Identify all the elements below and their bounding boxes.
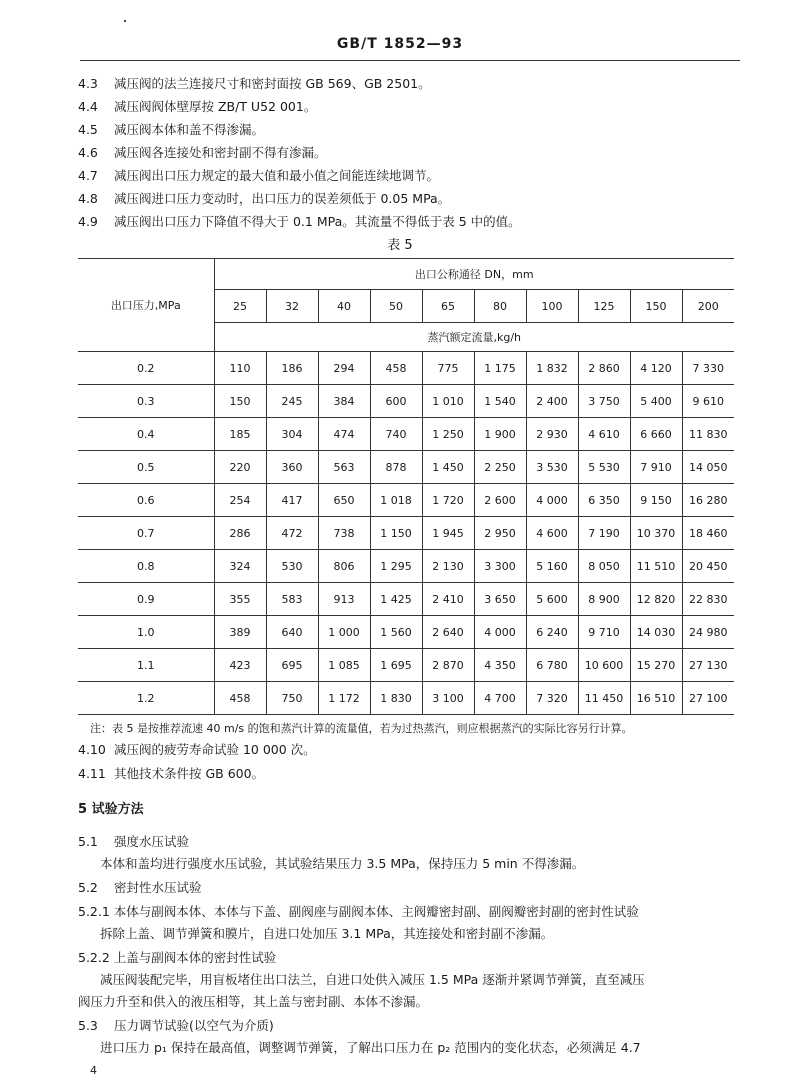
dn-cell: 25: [214, 290, 266, 323]
flow-cell: 4 350: [474, 649, 526, 682]
flow-cell: 27 130: [682, 649, 734, 682]
flow-cell: 2 640: [422, 616, 474, 649]
flow-cell: 9 610: [682, 385, 734, 418]
flow-cell: 423: [214, 649, 266, 682]
clause-4-5: 4.5 减压阀本体和盖不得渗漏。: [78, 122, 265, 137]
dn-cell: 32: [266, 290, 318, 323]
pressure-header: 出口压力,MPa: [78, 259, 214, 352]
flow-cell: 3 300: [474, 550, 526, 583]
flow-cell: 245: [266, 385, 318, 418]
flow-cell: 4 120: [630, 352, 682, 385]
flow-cell: 1 172: [318, 682, 370, 715]
flow-cell: 304: [266, 418, 318, 451]
flow-cell: 740: [370, 418, 422, 451]
flow-cell: 2 870: [422, 649, 474, 682]
flow-cell: 1 085: [318, 649, 370, 682]
flow-cell: 4 700: [474, 682, 526, 715]
clause-4-7: 4.7 减压阀出口压力规定的最大值和最小值之间能连续地调节。: [78, 168, 440, 183]
page-header: GB/T 1852—93: [336, 36, 464, 52]
pressure-cell: 0.4: [78, 418, 214, 451]
header-rule: [80, 60, 740, 61]
flow-cell: 2 600: [474, 484, 526, 517]
flow-cell: 2 130: [422, 550, 474, 583]
flow-cell: 1 695: [370, 649, 422, 682]
page-number: 4: [90, 1064, 97, 1077]
flow-cell: 1 425: [370, 583, 422, 616]
flow-cell: 4 000: [474, 616, 526, 649]
scan-speck: [124, 20, 126, 22]
dn-cell: 65: [422, 290, 474, 323]
flow-cell: 7 910: [630, 451, 682, 484]
flow-cell: 474: [318, 418, 370, 451]
flow-cell: 4 610: [578, 418, 630, 451]
flow-table: [78, 258, 734, 715]
clause-5-1: 5.1 强度水压试验: [78, 834, 190, 849]
flow-cell: 20 450: [682, 550, 734, 583]
flow-cell: 2 860: [578, 352, 630, 385]
table-row: [78, 484, 734, 517]
flow-cell: 2 930: [526, 418, 578, 451]
flow-cell: 7 190: [578, 517, 630, 550]
flow-cell: 286: [214, 517, 266, 550]
clause-4-8: 4.8 减压阀进口压力变动时，出口压力的误差须低于 0.05 MPa。: [78, 191, 451, 206]
dn-cell: 100: [526, 290, 578, 323]
flow-cell: 1 945: [422, 517, 474, 550]
flow-cell: 355: [214, 583, 266, 616]
flow-cell: 3 530: [526, 451, 578, 484]
table-row: [78, 550, 734, 583]
flow-cell: 14 030: [630, 616, 682, 649]
flow-cell: 417: [266, 484, 318, 517]
flow-cell: 913: [318, 583, 370, 616]
clause-4-6: 4.6 减压阀各连接处和密封副不得有渗漏。: [78, 145, 327, 160]
pressure-cell: 0.8: [78, 550, 214, 583]
flow-cell: 12 820: [630, 583, 682, 616]
flow-cell: 1 450: [422, 451, 474, 484]
flow-cell: 1 832: [526, 352, 578, 385]
flow-cell: 3 100: [422, 682, 474, 715]
pressure-cell: 1.2: [78, 682, 214, 715]
flow-cell: 5 400: [630, 385, 682, 418]
para-5-2-2-title: 5.2.2 上盖与副阀本体的密封性试验: [78, 950, 277, 965]
flow-cell: 650: [318, 484, 370, 517]
flow-cell: 10 370: [630, 517, 682, 550]
clause-4-10: 4.10 减压阀的疲劳寿命试验 10 000 次。: [78, 742, 316, 757]
table-note: 注：表 5 是按推荐流速 40 m/s 的饱和蒸汽计算的流量值，若为过热蒸汽，则应根据蒸汽的实际比容另行计算。: [90, 722, 633, 735]
flow-cell: 1 150: [370, 517, 422, 550]
flow-cell: 775: [422, 352, 474, 385]
flow-cell: 3 650: [474, 583, 526, 616]
para-5-2-2-body-a: 减压阀装配完毕，用盲板堵住出口法兰，自进口处供入减压 1.5 MPa 逐渐并紧调节弹簧，直至减压: [100, 972, 645, 987]
flow-cell: 9 710: [578, 616, 630, 649]
table-row: [78, 616, 734, 649]
flow-cell: 15 270: [630, 649, 682, 682]
flow-cell: 4 000: [526, 484, 578, 517]
flow-cell: 695: [266, 649, 318, 682]
flow-cell: 5 160: [526, 550, 578, 583]
flow-cell: 3 750: [578, 385, 630, 418]
flow-cell: 14 050: [682, 451, 734, 484]
flow-cell: 6 240: [526, 616, 578, 649]
dn-cell: 150: [630, 290, 682, 323]
pressure-cell: 0.3: [78, 385, 214, 418]
flow-cell: 384: [318, 385, 370, 418]
pressure-cell: 1.1: [78, 649, 214, 682]
clause-5-2: 5.2 密封性水压试验: [78, 880, 202, 895]
flow-cell: 27 100: [682, 682, 734, 715]
flow-cell: 10 600: [578, 649, 630, 682]
table-row: [78, 517, 734, 550]
flow-cell: 1 830: [370, 682, 422, 715]
flow-cell: 16 280: [682, 484, 734, 517]
flow-cell: 254: [214, 484, 266, 517]
flow-cell: 600: [370, 385, 422, 418]
table-row: [78, 451, 734, 484]
flow-cell: 458: [370, 352, 422, 385]
table-row: [78, 418, 734, 451]
pressure-cell: 1.0: [78, 616, 214, 649]
flow-cell: 186: [266, 352, 318, 385]
flow-cell: 6 350: [578, 484, 630, 517]
para-5-2-2-body-b: 阀压力升至和供入的液压相等，其上盖与密封副、本体不渗漏。: [78, 994, 429, 1009]
dn-cell: 80: [474, 290, 526, 323]
flow-cell: 18 460: [682, 517, 734, 550]
flow-cell: 2 410: [422, 583, 474, 616]
flow-cell: 4 600: [526, 517, 578, 550]
flow-cell: 16 510: [630, 682, 682, 715]
para-5-3: 进口压力 p₁ 保持在最高值，调整调节弹簧，了解出口压力在 p₂ 范围内的变化状态，必须满足 4.7: [100, 1040, 641, 1055]
para-5-1: 本体和盖均进行强度水压试验，其试验结果压力 3.5 MPa，保持压力 5 min 不得渗漏。: [100, 856, 585, 871]
pressure-cell: 0.6: [78, 484, 214, 517]
dn-cell: 200: [682, 290, 734, 323]
clause-4-11: 4.11 其他技术条件按 GB 600。: [78, 766, 265, 781]
flow-cell: 5 530: [578, 451, 630, 484]
flow-cell: 11 830: [682, 418, 734, 451]
dn-cell: 50: [370, 290, 422, 323]
table-row: [78, 352, 734, 385]
flow-cell: 2 950: [474, 517, 526, 550]
flow-cell: 324: [214, 550, 266, 583]
flow-cell: 1 560: [370, 616, 422, 649]
para-5-2-1-body: 拆除上盖、调节弹簧和膜片，自进口处加压 3.1 MPa，其连接处和密封副不渗漏。: [100, 926, 554, 941]
flow-cell: 738: [318, 517, 370, 550]
flow-cell: 9 150: [630, 484, 682, 517]
flow-cell: 185: [214, 418, 266, 451]
flow-cell: 1 010: [422, 385, 474, 418]
flow-cell: 7 320: [526, 682, 578, 715]
flow-cell: 1 175: [474, 352, 526, 385]
flow-cell: 1 295: [370, 550, 422, 583]
flow-cell: 458: [214, 682, 266, 715]
pressure-cell: 0.9: [78, 583, 214, 616]
dn-cell: 40: [318, 290, 370, 323]
flow-cell: 1 250: [422, 418, 474, 451]
table-row: [78, 649, 734, 682]
flow-cell: 583: [266, 583, 318, 616]
flow-cell: 389: [214, 616, 266, 649]
clause-4-4: 4.4 减压阀阀体壁厚按 ZB/T U52 001。: [78, 99, 317, 114]
flow-cell: 6 780: [526, 649, 578, 682]
flow-cell: 294: [318, 352, 370, 385]
clause-4-9: 4.9 减压阀出口压力下降值不得大于 0.1 MPa。其流量不得低于表 5 中的值。: [78, 214, 521, 229]
table-row: [78, 583, 734, 616]
clause-4-3: 4.3 减压阀的法兰连接尺寸和密封面按 GB 569、GB 2501。: [78, 76, 431, 91]
flow-cell: 360: [266, 451, 318, 484]
table-caption: 表 5: [387, 238, 413, 253]
flow-cell: 150: [214, 385, 266, 418]
flow-cell: 11 510: [630, 550, 682, 583]
flow-cell: 6 660: [630, 418, 682, 451]
flow-cell: 640: [266, 616, 318, 649]
flow-cell: 2 400: [526, 385, 578, 418]
flow-cell: 1 000: [318, 616, 370, 649]
flow-cell: 806: [318, 550, 370, 583]
clause-5-3: 5.3 压力调节试验(以空气为介质): [78, 1018, 274, 1033]
flow-cell: 530: [266, 550, 318, 583]
table-row: [78, 385, 734, 418]
flow-cell: 5 600: [526, 583, 578, 616]
flow-cell: 750: [266, 682, 318, 715]
flow-cell: 1 540: [474, 385, 526, 418]
flow-header: 蒸汽额定流量,kg/h: [214, 323, 734, 352]
dn-cell: 125: [578, 290, 630, 323]
flow-cell: 220: [214, 451, 266, 484]
flow-cell: 1 018: [370, 484, 422, 517]
flow-cell: 878: [370, 451, 422, 484]
dn-header: 出口公称通径 DN，mm: [214, 259, 734, 290]
section-5-title: 5 试验方法: [78, 802, 144, 817]
flow-cell: 11 450: [578, 682, 630, 715]
flow-cell: 1 720: [422, 484, 474, 517]
flow-cell: 24 980: [682, 616, 734, 649]
flow-cell: 1 900: [474, 418, 526, 451]
flow-cell: 7 330: [682, 352, 734, 385]
flow-cell: 472: [266, 517, 318, 550]
flow-cell: 110: [214, 352, 266, 385]
flow-cell: 2 250: [474, 451, 526, 484]
pressure-cell: 0.7: [78, 517, 214, 550]
pressure-cell: 0.2: [78, 352, 214, 385]
flow-cell: 22 830: [682, 583, 734, 616]
flow-cell: 8 900: [578, 583, 630, 616]
flow-cell: 563: [318, 451, 370, 484]
flow-cell: 8 050: [578, 550, 630, 583]
para-5-2-1-title: 5.2.1 本体与副阀本体、本体与下盖、副阀座与副阀本体、主阀瓣密封副、副阀瓣密封副的密封性试验: [78, 904, 639, 919]
pressure-cell: 0.5: [78, 451, 214, 484]
table-row: [78, 682, 734, 715]
